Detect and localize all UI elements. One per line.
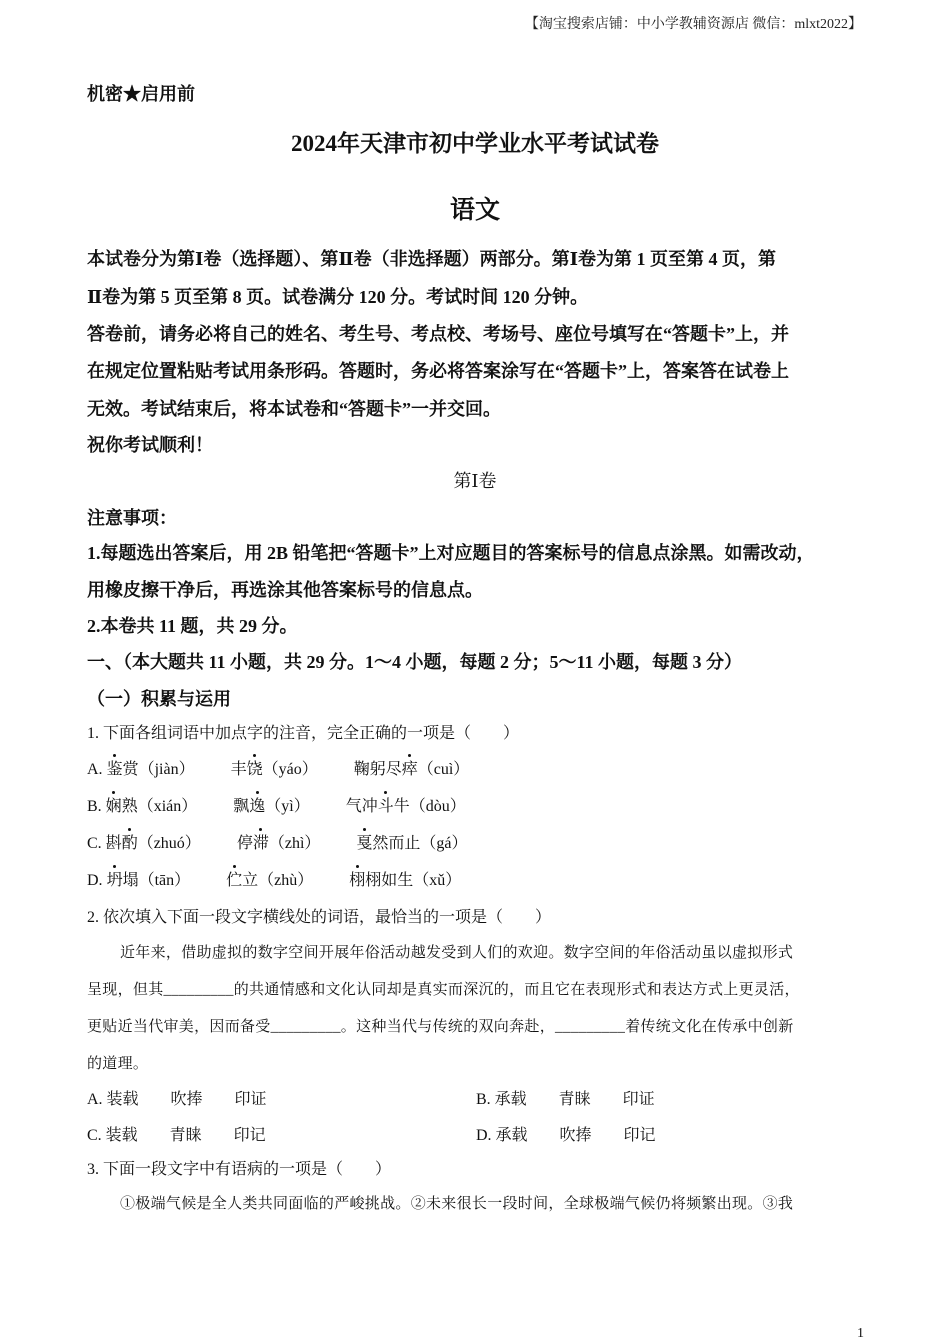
notes-item-1-line-2: 用橡皮擦干净后，再选涂其他答案标号的信息点。 xyxy=(87,580,483,600)
q2-passage-line-4: 的道理。 xyxy=(87,1056,149,1072)
word-rest: 塌（tān） xyxy=(122,872,191,889)
volume-label: 第Ⅰ卷 xyxy=(453,471,497,491)
dotted-char: 斗 xyxy=(378,793,394,816)
wish-text: 祝你考试顺利！ xyxy=(87,435,213,455)
q3-passage-line-1: ①极端气候是全人类共同面临的严峻挑战。②未来很长一段时间，全球极端气候仍将频繁出现。③我 xyxy=(120,1196,794,1212)
q2-passage-line-3: 更贴近当代审美，因而备受_________。这种当代与传统的双向奔赴，_________着传统文化在传承中创新 xyxy=(87,1019,794,1035)
dotted-char: 伫 xyxy=(226,867,242,890)
word-pre: 斟 xyxy=(105,835,122,852)
word-rest: 赏（jiàn） xyxy=(122,761,195,778)
subject-title: 语文 xyxy=(449,197,500,224)
dotted-char: 栩 xyxy=(349,867,365,890)
word-rest: 牛（dòu） xyxy=(393,798,466,815)
q2-option-d: D. 承载 吹捧 印记 xyxy=(476,1127,656,1144)
word-rest: （cuì） xyxy=(417,761,470,778)
word-rest: （yáo） xyxy=(262,761,318,778)
q2-option-c: C. 装载 青睐 印记 xyxy=(87,1127,266,1144)
q1-option-d xyxy=(87,867,461,890)
option-label: C. xyxy=(87,835,102,852)
word-pre: 停 xyxy=(236,835,253,852)
word-rest: （zhuó） xyxy=(137,835,201,852)
notes-heading: 注意事项： xyxy=(87,508,177,528)
q2-option-a: A. 装载 吹捧 印证 xyxy=(87,1091,267,1108)
q1-option-b xyxy=(87,793,466,816)
q1-stem: 1. 下面各组词语中加点字的注音，完全正确的一项是（ ） xyxy=(87,725,520,742)
intro-line-4: 在规定位置粘贴考试用条形码。答题时，务必将答案涂写在“答题卡”上，答案答在试卷上 xyxy=(87,361,789,381)
exam-title: 2024年天津市初中学业水平考试试卷 xyxy=(291,131,659,156)
page-number: 1 xyxy=(857,1326,864,1341)
dotted-char: 逸 xyxy=(249,793,265,816)
word-pre: 气冲 xyxy=(345,798,378,815)
word-rest: 立（zhù） xyxy=(242,872,314,889)
intro-line-2: Ⅱ卷为第 5 页至第 8 页。试卷满分 120 分。考试时间 120 分钟。 xyxy=(87,287,589,307)
q1-option-c xyxy=(87,830,468,853)
q2-passage-line-1: 近年来，借助虚拟的数字空间开展年俗活动越发受到人们的欢迎。数字空间的年俗活动虽以虚拟形式 xyxy=(120,945,794,961)
word-pre: 鞠躬尽 xyxy=(353,761,402,778)
word-pre: 飘 xyxy=(233,798,250,815)
word-pre: 丰 xyxy=(230,761,247,778)
intro-line-3: 答卷前，请务必将自己的姓名、考生号、考点校、考场号、座位号填写在“答题卡”上，并 xyxy=(87,324,789,344)
dotted-char: 滞 xyxy=(253,830,269,853)
dotted-char: 娴 xyxy=(106,793,122,816)
header-note: 【淘宝搜索店铺：中小学教辅资源店 微信：mlxt2022】 xyxy=(524,17,862,32)
dotted-char: 鉴 xyxy=(107,756,123,779)
section-heading: 一、（本大题共 11 小题，共 29 分。1～4 小题，每题 2 分；5～11 小题，每题 3 分） xyxy=(87,652,743,672)
word-rest: （zhì） xyxy=(268,835,321,852)
option-label: D. xyxy=(87,872,103,889)
dotted-char: 戛 xyxy=(356,830,372,853)
notes-item-1-line-1: 1.每题选出答案后，用 2B 铅笔把“答题卡”上对应题目的答案标号的信息点涂黑。如需改动， xyxy=(87,543,815,563)
word-rest: 然而止（gá） xyxy=(372,835,468,852)
dotted-char: 酌 xyxy=(122,830,138,853)
word-rest: 栩如生（xǔ） xyxy=(365,872,462,889)
q1-option-a xyxy=(87,756,469,779)
option-label: A. xyxy=(87,761,103,778)
q2-passage-line-2: 呈现，但其_________的共通情感和文化认同却是真实而深沉的，而且它在表现形式和表达方式上更灵活， xyxy=(87,982,800,998)
word-rest: （yì） xyxy=(265,798,310,815)
notes-item-2: 2.本卷共 11 题，共 29 分。 xyxy=(87,616,298,636)
option-label: B. xyxy=(87,798,102,815)
intro-line-5: 无效。考试结束后，将本试卷和“答题卡”一并交回。 xyxy=(87,399,501,419)
q2-stem: 2. 依次填入下面一段文字横线处的词语，最恰当的一项是（ ） xyxy=(87,909,552,926)
secret-label: 机密★启用前 xyxy=(87,84,195,104)
dotted-char: 饶 xyxy=(247,756,263,779)
dotted-char: 瘁 xyxy=(402,756,418,779)
q3-stem: 3. 下面一段文字中有语病的一项是（ ） xyxy=(87,1161,392,1178)
subsection-heading: （一）积累与运用 xyxy=(87,689,231,709)
intro-line-1: 本试卷分为第Ⅰ卷（选择题）、第Ⅱ卷（非选择题）两部分。第Ⅰ卷为第 1 页至第 4 页，第 xyxy=(87,249,777,269)
word-rest: 熟（xián） xyxy=(121,798,198,815)
dotted-char: 坍 xyxy=(107,867,123,890)
q2-option-b: B. 承载 青睐 印证 xyxy=(476,1091,655,1108)
